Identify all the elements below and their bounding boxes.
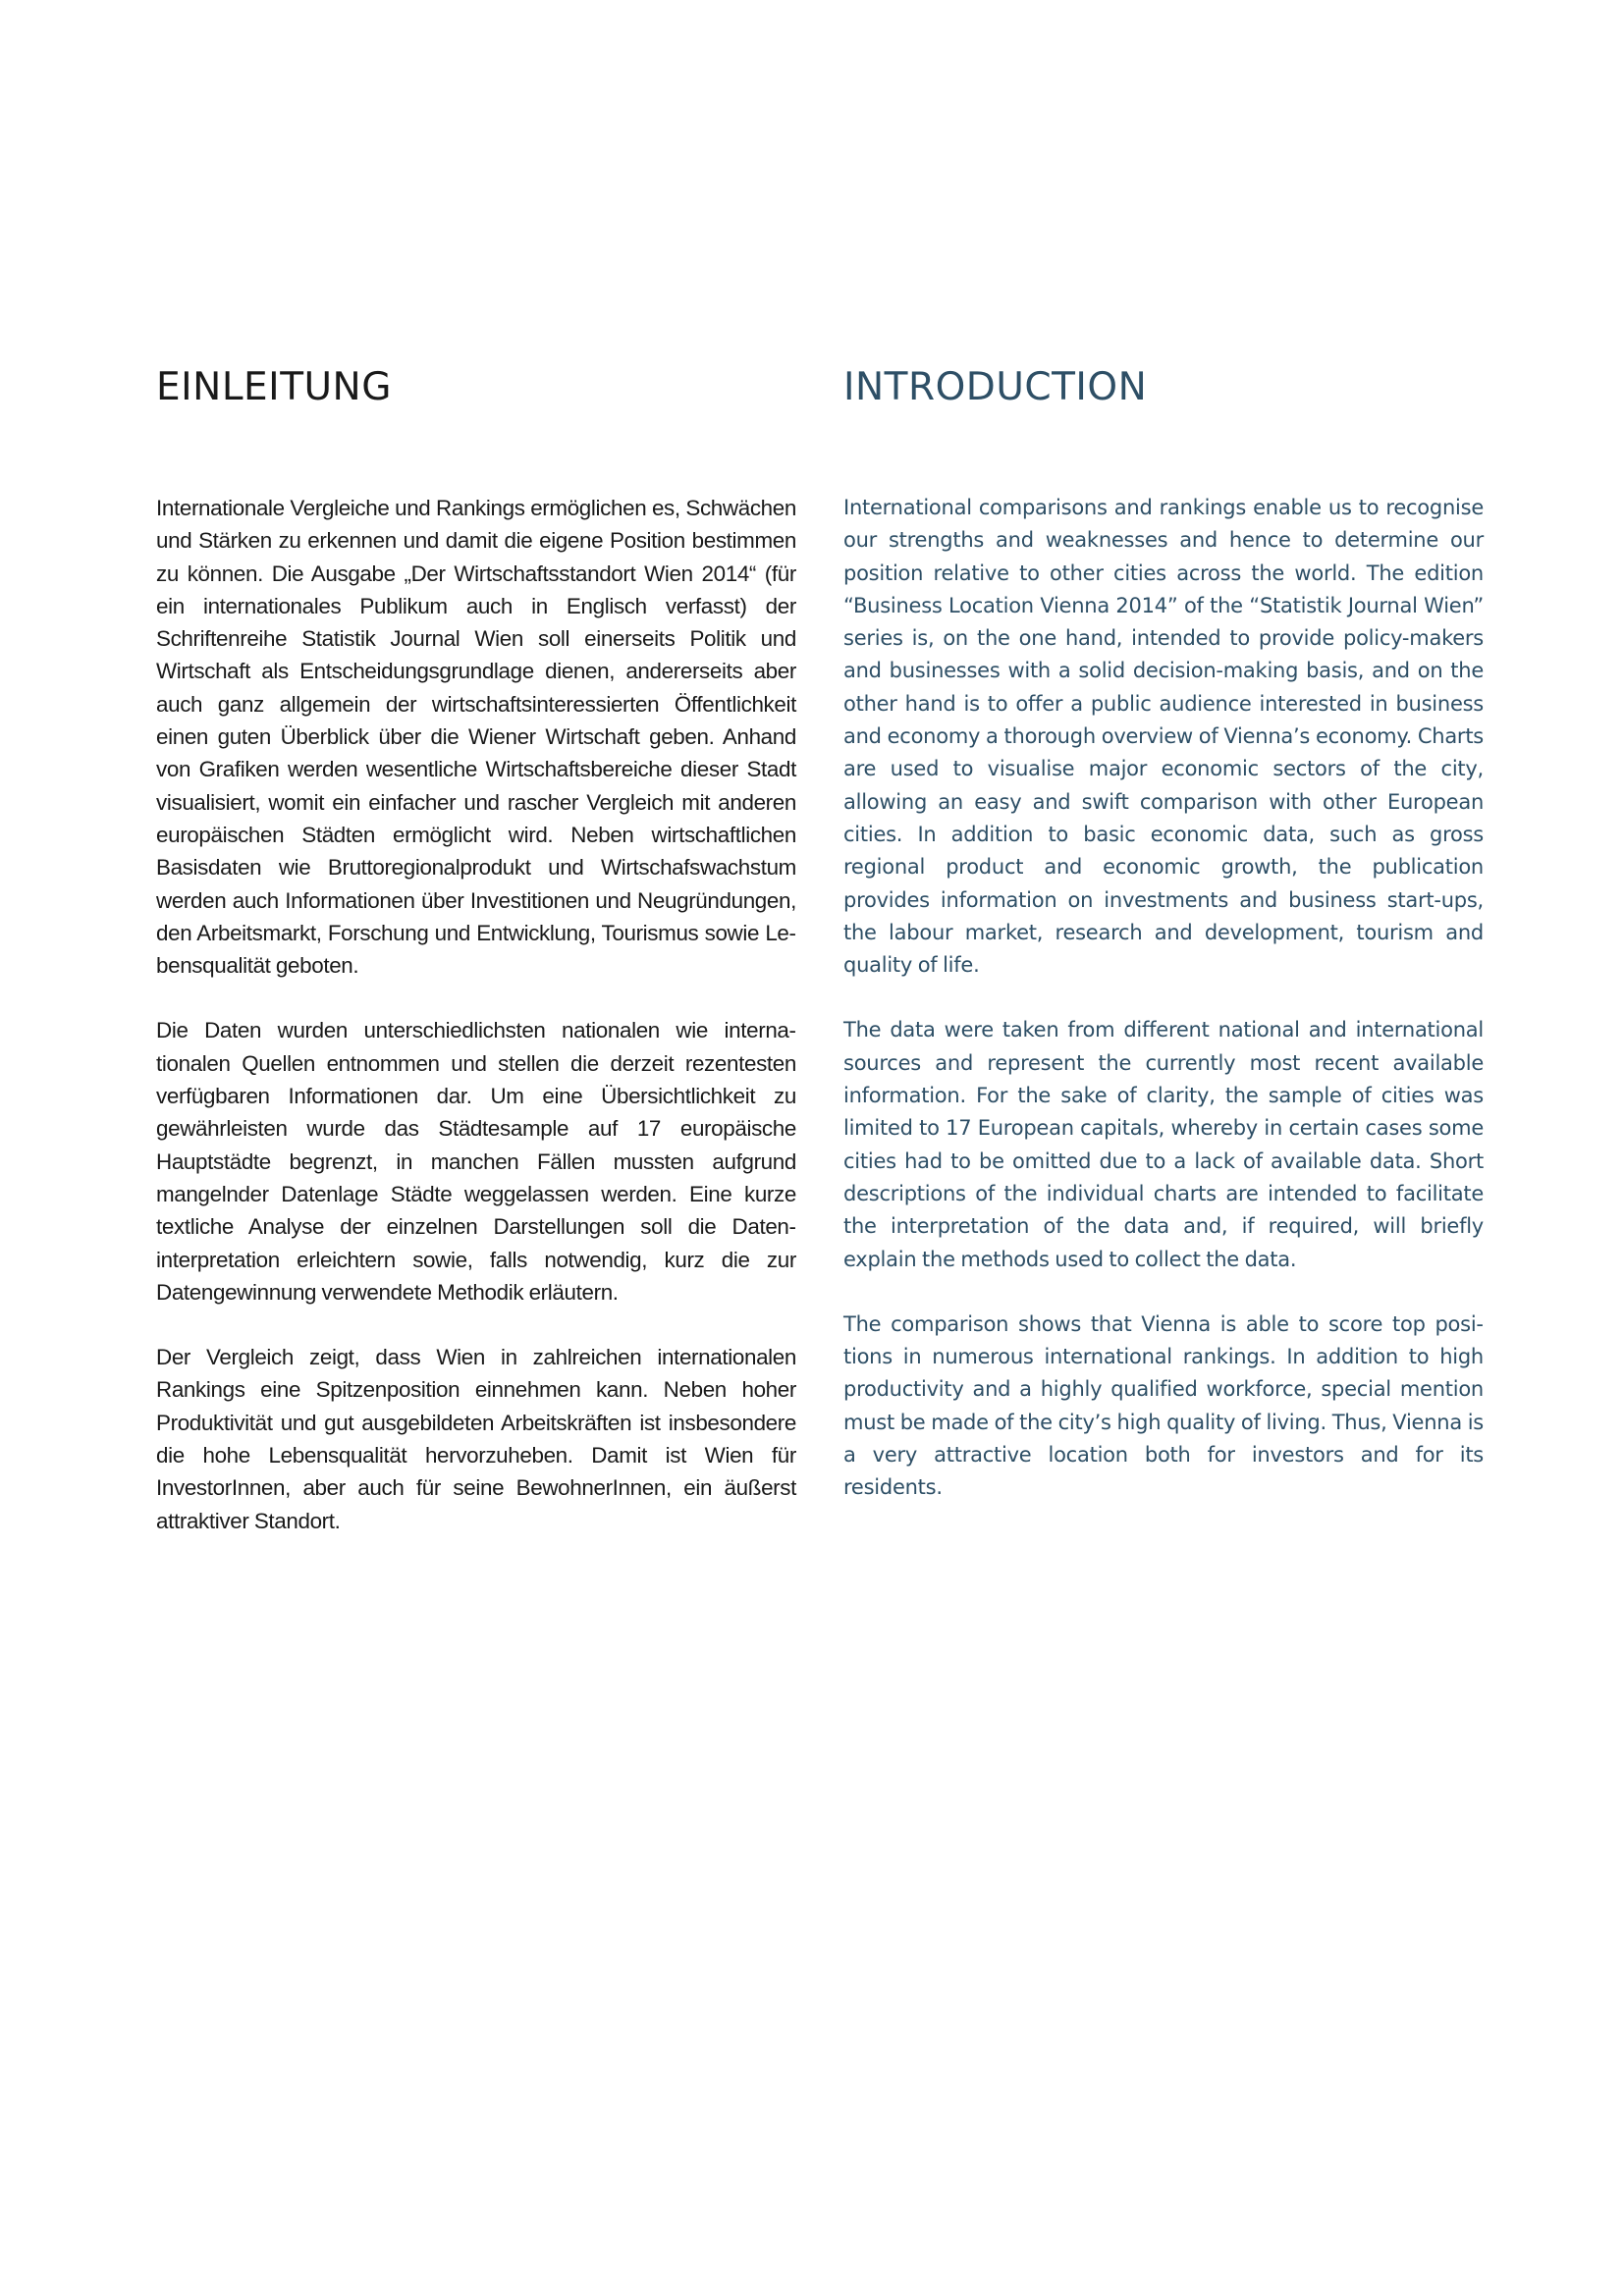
english-paragraph-2: The data were taken from different national and international sources and represent the currently most recent available information. For the sake of clarity, the sample of cities was limited to 17 European capitals, whereby in certain cases some cities had to be omitted due to a lack of available data. Short descriptions of the individual charts are intended to facilitate the interpretation of the data and, if required, will briefly explain the methods used to collect the data.	[843, 1018, 1484, 1271]
german-body	[156, 492, 796, 1537]
german-column	[156, 363, 796, 1570]
german-paragraph-2: Die Daten wurden unterschiedlichsten nationalen wie internationalen Quellen entnommen und stellen die derzeit rezentesten verfügbaren Informationen dar. Um eine Übersichtlichkeit zu gewährleisten wurde das Städtesample auf 17 europäische Hauptstädte begrenzt, in manchen Fällen mussten aufgrund mangelnder Datenlage Städte weggelassen werden. Eine kurze textliche Analyse der einzelnen Darstellungen soll die Dateninterpretation erleichtern sowie, falls notwendig, kurz die zur Datengewinnung verwendete Methodik erläutern.	[156, 1018, 796, 1305]
german-paragraph-3: Der Vergleich zeigt, dass Wien in zahlreichen internationalen Rankings eine Spitzenposition einnehmen kann. Neben hoher Produktivität und gut ausgebildeten Arbeitskräften ist insbesondere die hohe Lebensqualität hervorzuheben. Damit ist Wien für InvestorInnen, aber auch für seine BewohnerInnen, ein äußerst attraktiver Standort.	[156, 1345, 796, 1533]
english-body	[843, 492, 1484, 1505]
german-paragraph-1: Internationale Vergleiche und Rankings ermöglichen es, Schwächen und Stärken zu erkennen und damit die eigene Position bestimmen zu können. Die Ausgabe „Der Wirtschaftsstandort Wien 2014“ (für ein internationales Publikum auch in Englisch verfasst) der Schriftenreihe Statistik Journal Wien soll einerseits Politik und Wirtschaft als Entscheidungsgrundlage dienen, andererseits aber auch ganz allgemein der wirtschaftsinteressierten Öffentlichkeit einen guten Überblick über die Wiener Wirtschaft geben. Anhand von Grafiken werden wesentliche Wirtschaftsbereiche dieser Stadt visualisiert, womit ein einfacher und rascher Vergleich mit anderen europäischen Städten ermöglicht wird. Neben wirtschaftlichen Basisdaten wie Bruttoregionalprodukt und Wirtschafswachstum werden auch Informationen über Investitionen und Neugründungen, den Arbeitsmarkt, Forschung und Entwicklung, Tourismus sowie Lebensqualität geboten.	[156, 496, 796, 979]
english-paragraph-1: International comparisons and rankings enable us to recognise our strengths and weaknesses and hence to determine our position relative to other cities across the world. The edition “Business Location Vienna 2014” of the “Statistik Journal Wien” series is, on the one hand, intended to provide policy-makers and businesses with a solid decision-making basis, and on the other hand is to offer a public audience interested in business and economy a thorough overview of Vienna’s economy. Charts are used to visualise major economic sectors of the city, allowing an easy and swift comparison with other European cities. In addition to basic economic data, such as gross regional product and economic growth, the publication provides information on investments and business start-ups, the labour market, research and development, tourism and quality of life.	[843, 496, 1484, 978]
english-paragraph-3: The comparison shows that Vienna is able to score top positions in numerous international rankings. In addition to high productivity and a highly qualified workforce, special mention must be made of the city’s high quality of living. Thus, Vienna is a very attractive location both for investors and for its residents.	[843, 1311, 1484, 1500]
german-heading: EINLEITUNG	[156, 365, 392, 409]
english-column	[843, 363, 1484, 1537]
english-heading: INTRODUCTION	[843, 365, 1148, 409]
